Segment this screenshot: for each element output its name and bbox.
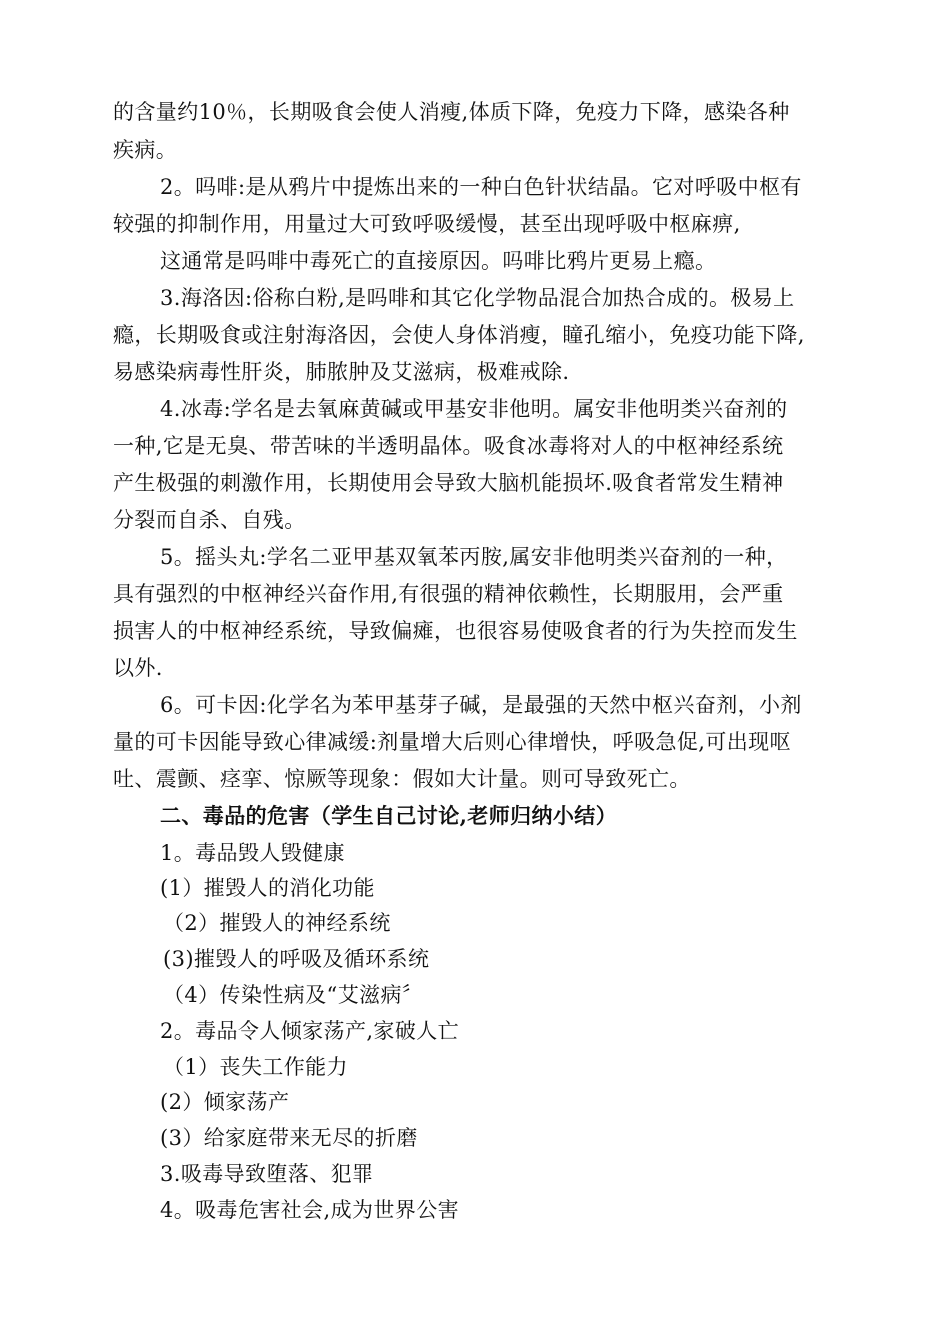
text-line: 吐、震颤、痉挛、惊厥等现象：假如大计量。则可导致死亡。: [113, 767, 691, 791]
text-line: 产生极强的刺激作用，长期使用会导致大脑机能损坏.吸食者常发生精神: [113, 471, 784, 495]
text-line: (3)摧毁人的呼吸及循环系统: [163, 947, 430, 971]
text-line: 一种,它是无臭、带苦味的半透明晶体。吸食冰毒将对人的中枢神经系统: [113, 434, 784, 458]
text-line: 量的可卡因能导致心律减缓:剂量增大后则心律增快，呼吸急促,可出现呕: [113, 730, 791, 754]
text-line: 6。可卡因:化学名为苯甲基芽子碱，是最强的天然中枢兴奋剂，小剂: [160, 693, 802, 717]
text-line: 1。毒品毁人毁健康: [160, 841, 345, 865]
text-line: 瘾，长期吸食或注射海洛因，会使人身体消瘦，瞳孔缩小，免疫功能下降,: [113, 323, 805, 347]
text-line: 易感染病毒性肝炎，肺脓肿及艾滋病，极难戒除.: [113, 360, 570, 384]
text-line: （1）丧失工作能力: [163, 1055, 348, 1079]
text-line: 以外.: [113, 656, 163, 680]
text-line: 4.冰毒:学名是去氧麻黄碱或甲基安非他明。属安非他明类兴奋剂的: [160, 397, 788, 421]
section-heading: 二、毒品的危害（学生自己讨论,老师归纳小结）: [160, 803, 618, 828]
text-line: (2）倾家荡产: [160, 1090, 290, 1114]
text-line: 疾病。: [113, 138, 178, 162]
text-line: (1）摧毁人的消化功能: [160, 876, 375, 900]
text-line: 这通常是吗啡中毒死亡的直接原因。吗啡比鸦片更易上瘾。: [160, 249, 717, 273]
text-line: 3.海洛因:俗称白粉,是吗啡和其它化学物品混合加热合成的。极易上: [160, 286, 795, 310]
text-line: 2。吗啡:是从鸦片中提炼出来的一种白色针状结晶。它对呼吸中枢有: [160, 175, 802, 199]
text-line: 的含量约10％，长期吸食会使人消瘦,体质下降，免疫力下降，感染各种: [113, 100, 790, 124]
text-line: 4。吸毒危害社会,成为世界公害: [160, 1198, 460, 1222]
text-line: 较强的抑制作用，用量过大可致呼吸缓慢，甚至出现呼吸中枢麻痹,: [113, 212, 741, 236]
text-line: 具有强烈的中枢神经兴奋作用,有很强的精神依赖性，长期服用，会严重: [113, 582, 784, 606]
text-line: 5。摇头丸:学名二亚甲基双氧苯丙胺,属安非他明类兴奋剂的一种，: [160, 545, 788, 569]
text-line: （4）传染性病及“艾滋病〞: [163, 983, 424, 1007]
text-line: (3）给家庭带来无尽的折磨: [160, 1126, 418, 1150]
text-line: 分裂而自杀、自残。: [113, 508, 306, 532]
text-line: 3.吸毒导致堕落、犯罪: [160, 1162, 374, 1186]
text-line: （2）摧毁人的神经系统: [163, 911, 391, 935]
text-line: 损害人的中枢神经系统，导致偏瘫，也很容易使吸食者的行为失控而发生: [113, 619, 798, 643]
text-line: 2。毒品令人倾家荡产,家破人亡: [160, 1019, 460, 1043]
